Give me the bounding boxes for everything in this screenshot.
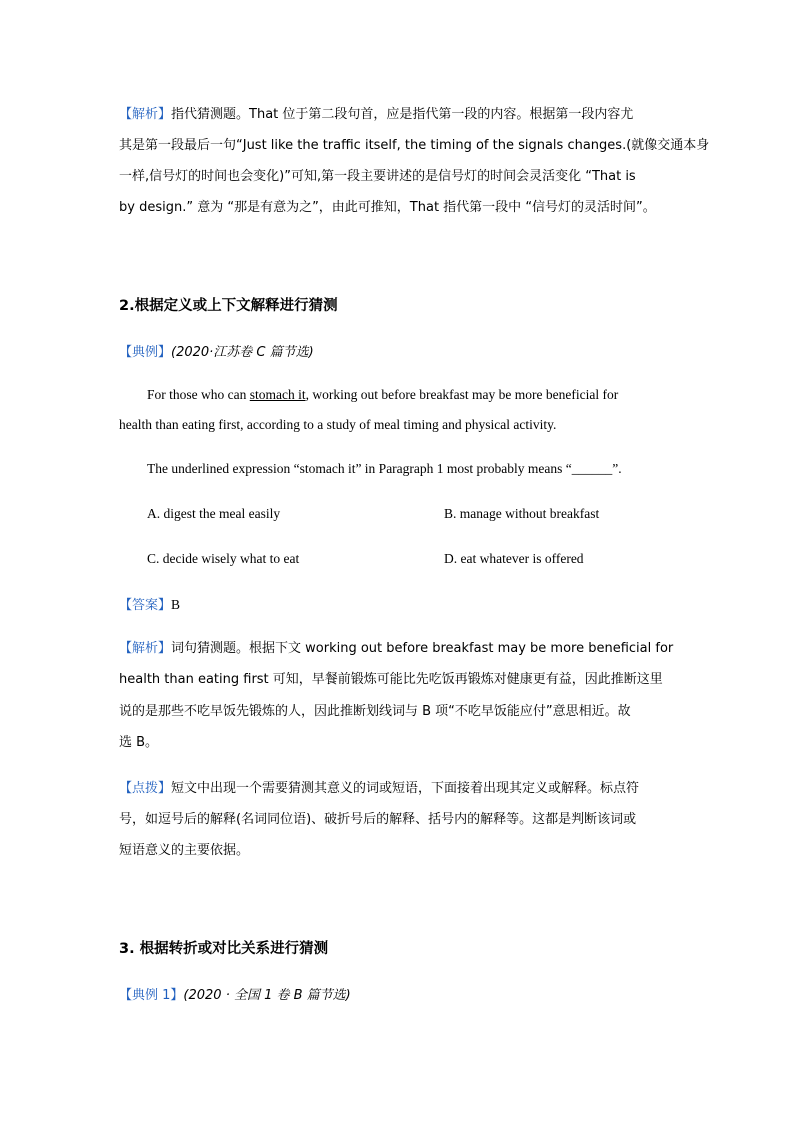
example-tag: 【典例】 <box>119 345 172 360</box>
tip-line: 短语意义的主要依据。 <box>119 843 250 858</box>
analysis-line: 选 B。 <box>119 735 159 750</box>
analysis-line: 说的是那些不吃早饭先锻炼的人，因此推断划线词与 B 项“不吃早饭能应付”意思相近。故 <box>119 704 631 719</box>
question-text: The underlined expression “stomach it” in Paragraph 1 most probably means “______”. <box>147 461 622 476</box>
tip-line <box>119 780 639 798</box>
option-c: C. decide wisely what to eat <box>147 551 300 566</box>
tip-tag: 【点拨】 <box>119 781 172 796</box>
answer-tag: 【答案】 <box>119 598 172 613</box>
option-a: A. digest the meal easily <box>147 506 281 521</box>
example-label <box>119 986 351 1005</box>
analysis-text: 指代猜测题。That 位于第二段句首，应是指代第一段的内容。根据第一段内容尤 <box>171 107 634 122</box>
passage-line: health than eating first, according to a study of meal timing and physical activity. <box>119 417 557 432</box>
analysis-tag: 【解析】 <box>119 641 172 656</box>
passage-text: , working out before breakfast may be more beneficial for <box>305 387 619 402</box>
underlined-phrase: stomach it <box>249 387 306 402</box>
analysis-line: 其是第一段最后一句“Just like the traffic itself, the timing of the signals changes.(就像交通本身 <box>119 138 710 153</box>
tip-text: 短文中出现一个需要猜测其意义的词或短语，下面接着出现其定义或解释。标点符 <box>171 781 640 796</box>
analysis-line <box>119 640 673 658</box>
example-tag: 【典例 1】 <box>119 988 184 1003</box>
section-heading-2: 2.根据定义或上下文解释进行猜测 <box>119 298 338 314</box>
answer-line <box>119 596 180 615</box>
analysis-line <box>119 106 633 124</box>
analysis-line: by design.” 意为 “那是有意为之”，由此可推知，That 指代第一段中 “信号灯的灵活时间”。 <box>119 200 656 215</box>
example-source: (2020·江苏卷 C 篇节选) <box>171 345 314 360</box>
analysis-line: 一样,信号灯的时间也会变化)”可知,第一段主要讲述的是信号灯的时间会灵活变化 “That is <box>119 169 636 184</box>
tip-line: 号，如逗号后的解释(名词同位语)、破折号后的解释、括号内的解释等。这都是判断该词或 <box>119 812 637 827</box>
example-label <box>119 343 314 362</box>
section-heading-3: 3. 根据转折或对比关系进行猜测 <box>119 941 329 957</box>
analysis-text: 词句猜测题。根据下文 working out before breakfast may be more beneficial for <box>171 641 674 656</box>
passage-line <box>147 386 618 404</box>
analysis-tag: 【解析】 <box>119 107 172 122</box>
example-source: (2020 · 全国 1 卷 B 篇节选) <box>183 988 351 1003</box>
option-d: D. eat whatever is offered <box>444 551 584 566</box>
answer-value: B <box>171 597 181 612</box>
analysis-line: health than eating first 可知，早餐前锻炼可能比先吃饭再锻炼对健康更有益，因此推断这里 <box>119 672 663 687</box>
option-b: B. manage without breakfast <box>444 506 600 521</box>
passage-text: For those who can <box>147 387 250 402</box>
